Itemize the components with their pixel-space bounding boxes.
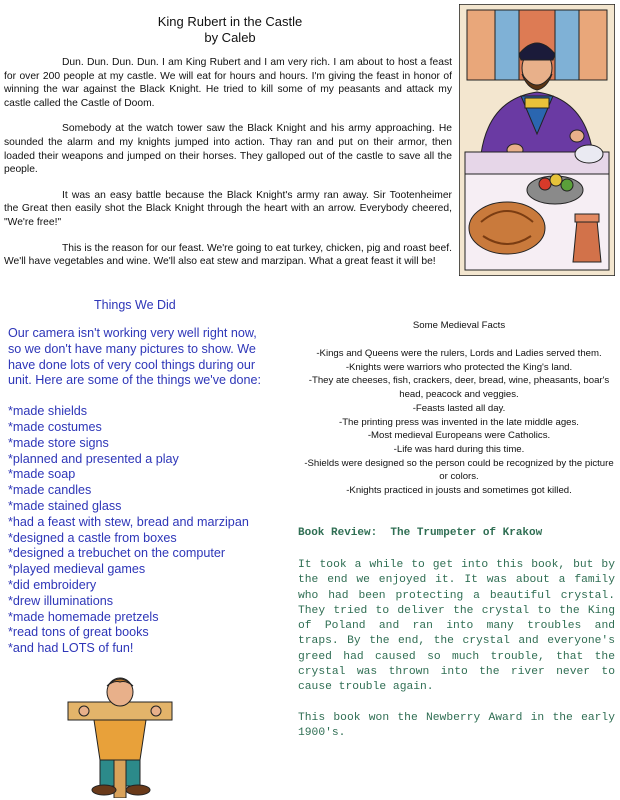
fact-item: -Kings and Queens were the rulers, Lords and Ladies served them. [316, 348, 602, 359]
facts-list [300, 347, 618, 498]
king-at-feast-illustration [459, 4, 615, 276]
things-list [8, 404, 270, 657]
fact-item: -Knights practiced in jousts and sometimes got killed. [346, 485, 572, 497]
list-item: *and had LOTS of fun! [8, 641, 134, 656]
list-item: *made soap [8, 467, 76, 482]
list-item: *planned and presented a play [8, 451, 179, 466]
list-item: *did embroidery [8, 577, 97, 592]
list-item: *made store signs [8, 435, 109, 450]
list-item: *made costumes [8, 419, 102, 434]
story-byline: by Caleb [204, 30, 256, 45]
fact-item: -Life was hard during this time. [393, 443, 525, 455]
list-item: *made candles [8, 483, 92, 498]
story-title-block [0, 14, 460, 46]
fact-item: -They ate cheeses, fish, crackers, deer, bread, wine, pheasants, boar's head, peacock and veggies. [308, 375, 610, 401]
list-item: *had a feast with stew, bread and marzipan [8, 514, 249, 529]
fact-item: -Feasts lasted all day. [412, 402, 506, 414]
story-paragraph: Dun. Dun. Dun. Dun. I am King Rubert and I am very rich. I am about to host a feast for over 200 people at my castle. We will eat for hours and hours. I'm giving the feast in honor of winning the war against the Black Knight. He tried to kill some of my peasants and attack my castle called the Castle of Doom. [4, 57, 452, 109]
review-paragraph: This book won the Newberry Award in the early 1900's. [298, 711, 615, 739]
fact-item: -Most medieval Europeans were Catholics. [367, 430, 551, 442]
facts-heading: Some Medieval Facts [412, 320, 506, 331]
fact-item: -The printing press was invented in the late middle ages. [339, 416, 579, 428]
story-paragraph: This is the reason for our feast. We're going to eat turkey, chicken, pig and roast beef. We'll have vegetables and wine. We'll also eat stew and marzipan. What a great feast it will be! [4, 242, 452, 268]
story-paragraph: Somebody at the watch tower saw the Black Knight and his army approaching. He sounded the alarm and my knights jumped into action. Thay ran and put on their armor, then loaded their weapons and jumped on their horses. They galloped out of the castle to save all the people. [4, 123, 452, 176]
list-item: *drew illuminations [8, 593, 113, 608]
list-item: *made homemade pretzels [8, 609, 159, 624]
list-item: *made stained glass [8, 498, 122, 513]
review-paragraph: It took a while to get into this book, but by the end we enjoyed it. It was about a family who had been protecting a beautiful crystal. They tried to deliver the crystal to the King of Poland and ran into many troubles and traps. By the end, the crystal and everyone's greed had caused so much trouble, that the crystal was thrown into the river never to cause trouble again. [298, 559, 615, 694]
list-item: *read tons of great books [8, 625, 149, 640]
story-title: King Rubert in the Castle [157, 14, 303, 29]
review-heading: Book Review: The Trumpeter of Krakow [298, 527, 543, 539]
list-item: *made shields [8, 404, 88, 419]
list-item: *designed a trebuchet on the computer [8, 546, 226, 561]
story-body [4, 56, 452, 281]
things-intro: Our camera isn't working very well right now, so we don't have many pictures to show. We have done lots of very cool things during our unit. Here are some of the things we've done: [8, 326, 262, 388]
things-section [8, 326, 270, 657]
story-paragraph: It was an easy battle because the Black Knight's army ran away. Sir Tootenheimer the Great then easily shot the Black Knight through the heart with an arrow. Everybody cheered, "We're free!" [4, 189, 452, 228]
list-item: *played medieval games [8, 562, 146, 577]
list-item: *designed a castle from boxes [8, 530, 177, 545]
fact-item: -Shields were designed so the person could be recognized by the picture or colors. [304, 457, 614, 483]
fact-item: -Knights were warriors who protected the King's land. [345, 361, 573, 373]
things-heading: Things We Did [94, 298, 176, 312]
boy-in-stocks-illustration [64, 672, 176, 798]
review-body [298, 558, 615, 756]
